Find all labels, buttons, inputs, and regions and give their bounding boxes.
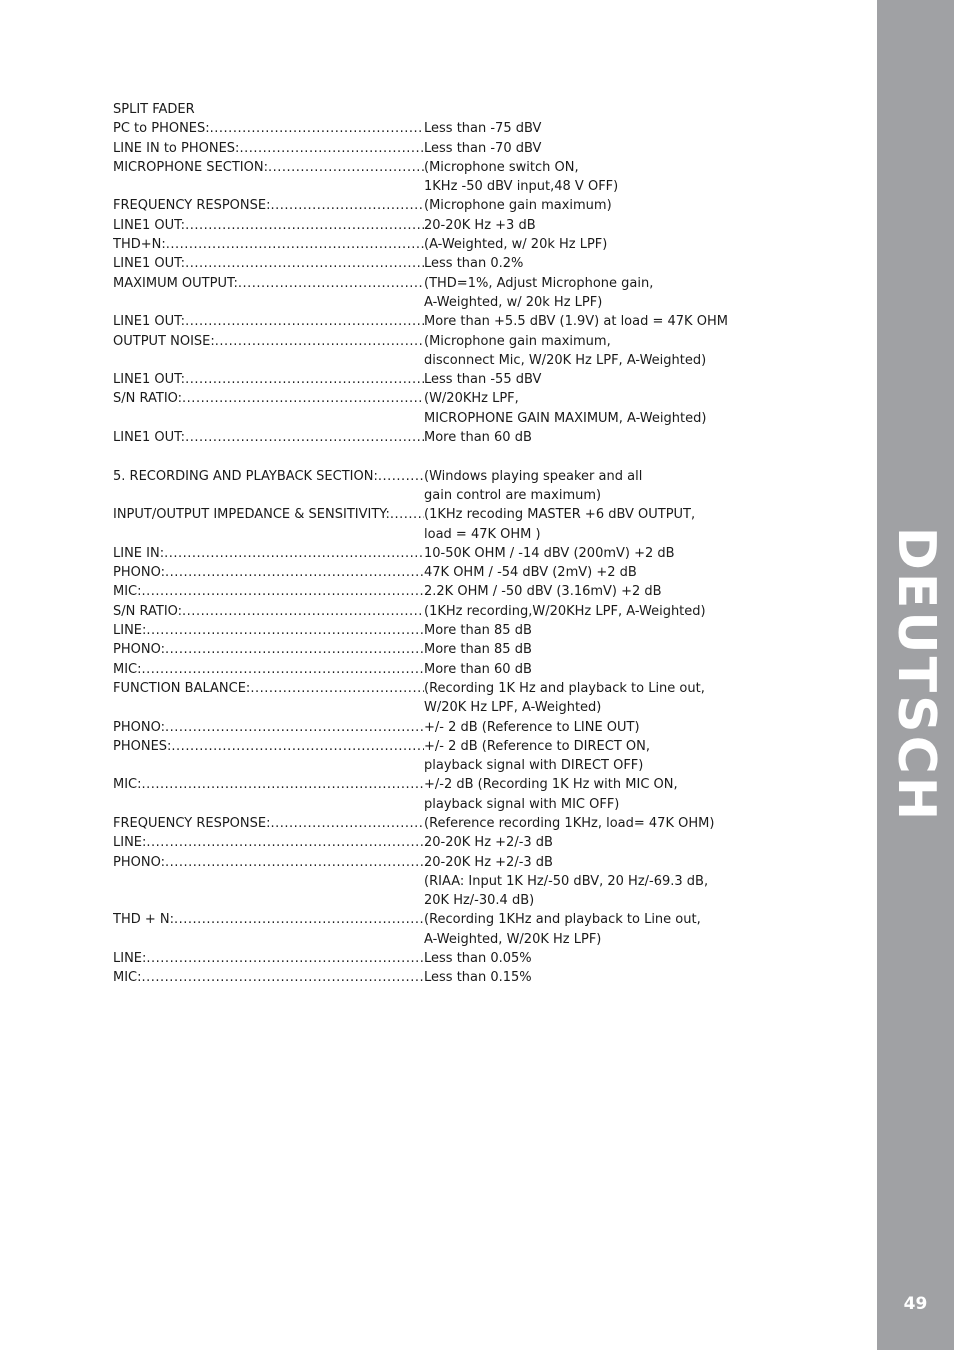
spec-row [113,621,753,640]
spec-label-text: PHONO: [113,565,165,581]
spec-label-text: LINE1 OUT: [113,372,186,388]
spec-row [113,428,753,447]
spec-value: 20-20K Hz +3 dB [424,217,536,233]
dot-leader [215,332,424,351]
spec-label [113,660,424,679]
spec-label-text: LINE: [113,623,147,639]
spec-label-text: MAXIMUM OUTPUT: [113,275,238,291]
spec-row [113,119,753,138]
spec-value: Less than -55 dBV [424,372,542,388]
spec-row [113,196,753,215]
spec-row [113,505,753,544]
spec-label-text: PHONO: [113,642,165,658]
spec-row [113,563,753,582]
dot-leader [239,139,424,158]
spec-label [113,235,424,254]
dot-leader [165,853,424,872]
spec-label-text: LINE IN: [113,545,165,561]
spec-value: Less than 0.05% [424,951,532,967]
spec-label [113,332,424,351]
spec-label-text: FREQUENCY RESPONSE: [113,198,271,214]
spec-label [113,621,424,640]
spec-label [113,158,424,177]
spec-value: 10-50K OHM / -14 dBV (200mV) +2 dB [424,545,675,561]
spec-list-split-fader [113,119,753,447]
spec-label-text: PHONO: [113,719,165,735]
spec-value: (Recording 1K Hz and playback to Line out, W/20K Hz LPF, A-Weighted) [424,680,705,716]
spec-row [113,833,753,852]
spec-value: More than 60 dB [424,661,532,677]
spec-label [113,274,424,293]
dot-leader [164,544,424,563]
spec-value: (Recording 1KHz and playback to Line out, A-Weighted, W/20K Hz LPF) [424,912,701,947]
spec-row [113,216,753,235]
spec-label-text: PHONES: [113,738,172,754]
spec-row [113,544,753,563]
spec-row [113,389,753,428]
spec-label [113,312,424,331]
spec-label [113,582,424,601]
dot-leader [182,602,424,621]
spec-row [113,679,753,718]
spec-label [113,370,424,389]
spec-label [113,119,424,138]
spec-value: 20-20K Hz +2/-3 dB [424,835,553,851]
dot-leader [165,718,424,737]
spec-label [113,196,424,215]
spec-value: 47K OHM / -54 dBV (2mV) +2 dB [424,565,637,581]
spec-row [113,139,753,158]
spec-label-text: S/N RATIO: [113,391,183,407]
spec-value: (Reference recording 1KHz, load= 47K OHM) [424,815,715,831]
dot-leader [250,679,424,698]
spec-value: (A-Weighted, w/ 20k Hz LPF) [424,237,608,253]
spec-value: (W/20KHz LPF, MICROPHONE GAIN MAXIMUM, A-Weighted) [424,391,707,426]
dot-leader [146,833,424,852]
spec-row [113,737,753,776]
spec-row [113,467,753,506]
spec-value: Less than -75 dBV [424,121,542,137]
section-gap [113,447,753,466]
dot-leader [185,370,424,389]
dot-leader [185,312,424,331]
spec-value: (1KHz recoding MASTER +6 dBV OUTPUT, load = 47K OHM ) [424,507,696,542]
spec-label-text: LINE1 OUT: [113,314,186,330]
sidebar-language-label: DEUTSCH [885,526,946,824]
language-sidebar [877,0,954,1350]
dot-leader [165,563,424,582]
dot-leader [142,775,424,794]
spec-label-text: LINE1 OUT: [113,217,186,233]
dot-leader [142,968,424,987]
spec-label [113,505,424,524]
spec-value: (Microphone switch ON, 1KHz -50 dBV input,48 V OFF) [424,159,619,195]
dot-leader [166,235,424,254]
spec-row [113,158,753,197]
spec-label [113,814,424,833]
spec-label-text: PHONO: [113,854,165,870]
spec-row [113,235,753,254]
page-number: 49 [903,1294,928,1314]
spec-row [113,853,753,911]
spec-label-text: PC to PHONES: [113,121,210,137]
spec-value: More than +5.5 dBV (1.9V) at load = 47K OHM [424,314,728,330]
spec-label [113,718,424,737]
spec-label-text: MICROPHONE SECTION: [113,159,268,175]
spec-label-text: MIC: [113,661,142,677]
spec-value: Less than 0.15% [424,970,532,986]
spec-value: Less than -70 dBV [424,140,542,156]
spec-value: (Microphone gain maximum, disconnect Mic, W/20K Hz LPF, A-Weighted) [424,333,707,368]
spec-value: (Microphone gain maximum) [424,198,612,214]
spec-label-text: FREQUENCY RESPONSE: [113,815,271,831]
spec-value: Less than 0.2% [424,256,524,272]
dot-leader [185,216,424,235]
spec-row [113,910,753,949]
dot-leader [146,949,424,968]
spec-row [113,775,753,814]
dot-leader [270,814,424,833]
dot-leader [185,428,424,447]
spec-label [113,428,424,447]
spec-row [113,660,753,679]
spec-label [113,563,424,582]
spec-value: (1KHz recording,W/20KHz LPF, A-Weighted) [424,603,706,619]
spec-label-text: FUNCTION BALANCE: [113,680,251,696]
spec-label [113,254,424,273]
spec-value: More than 85 dB [424,642,532,658]
spec-value: 2.2K OHM / -50 dBV (3.16mV) +2 dB [424,584,662,600]
spec-row [113,602,753,621]
spec-list-recording-playback [113,467,753,988]
dot-leader [268,158,424,177]
spec-row [113,582,753,601]
spec-label-text: LINE IN to PHONES: [113,140,240,156]
spec-row [113,718,753,737]
dot-leader [210,119,424,138]
spec-value: +/- 2 dB (Reference to LINE OUT) [424,719,640,735]
dot-leader [270,196,424,215]
spec-label-text: MIC: [113,584,142,600]
spec-row [113,968,753,987]
spec-label [113,139,424,158]
dot-leader [165,640,424,659]
spec-value: (Windows playing speaker and all gain control are maximum) [424,468,643,503]
dot-leader [146,621,424,640]
spec-value: More than 60 dB [424,430,532,446]
spec-value: 20-20K Hz +2/-3 dB (RIAA: Input 1K Hz/-50 dBV, 20 Hz/-69.3 dB, 20K Hz/-30.4 dB) [424,854,709,909]
spec-label-text: LINE1 OUT: [113,256,186,272]
dot-leader [185,254,424,273]
spec-label [113,833,424,852]
dot-leader [182,389,424,408]
spec-row [113,814,753,833]
spec-label [113,389,424,408]
dot-leader [390,505,424,524]
section-heading: SPLIT FADER [113,102,195,117]
spec-row [113,254,753,273]
dot-leader [142,660,424,679]
dot-leader [174,910,424,929]
spec-row [113,949,753,968]
spec-label [113,679,424,698]
dot-leader [238,274,424,293]
spec-value: +/- 2 dB (Reference to DIRECT ON, playback signal with DIRECT OFF) [424,738,650,774]
spec-label [113,910,424,929]
spec-label-text: LINE: [113,951,147,967]
spec-label-text: LINE: [113,835,147,851]
spec-row [113,370,753,389]
spec-row [113,332,753,371]
spec-label-text: LINE1 OUT: [113,430,186,446]
dot-leader [378,467,424,486]
dot-leader [171,737,424,756]
spec-label-text: MIC: [113,777,142,793]
spec-row [113,312,753,331]
spec-label [113,467,424,486]
dot-leader [142,582,424,601]
spec-label-text: INPUT/OUTPUT IMPEDANCE & SENSITIVITY: [113,507,390,523]
spec-label-text: THD + N: [113,912,174,928]
spec-label-text: 5. RECORDING AND PLAYBACK SECTION: [113,468,378,484]
spec-label [113,775,424,794]
spec-row [113,274,753,313]
spec-label [113,968,424,987]
spec-sheet [113,100,753,988]
spec-label [113,853,424,872]
spec-label [113,602,424,621]
spec-label [113,544,424,563]
spec-value: +/-2 dB (Recording 1K Hz with MIC ON, playback signal with MIC OFF) [424,777,678,812]
spec-row [113,640,753,659]
spec-label [113,640,424,659]
spec-label-text: THD+N: [113,237,166,253]
spec-label-text: S/N RATIO: [113,603,183,619]
spec-value: More than 85 dB [424,623,532,639]
spec-value: (THD=1%, Adjust Microphone gain, A-Weighted, w/ 20k Hz LPF) [424,275,654,310]
spec-label-text: OUTPUT NOISE: [113,333,215,349]
spec-label-text: MIC: [113,970,142,986]
spec-label [113,216,424,235]
spec-label [113,737,424,756]
spec-label [113,949,424,968]
